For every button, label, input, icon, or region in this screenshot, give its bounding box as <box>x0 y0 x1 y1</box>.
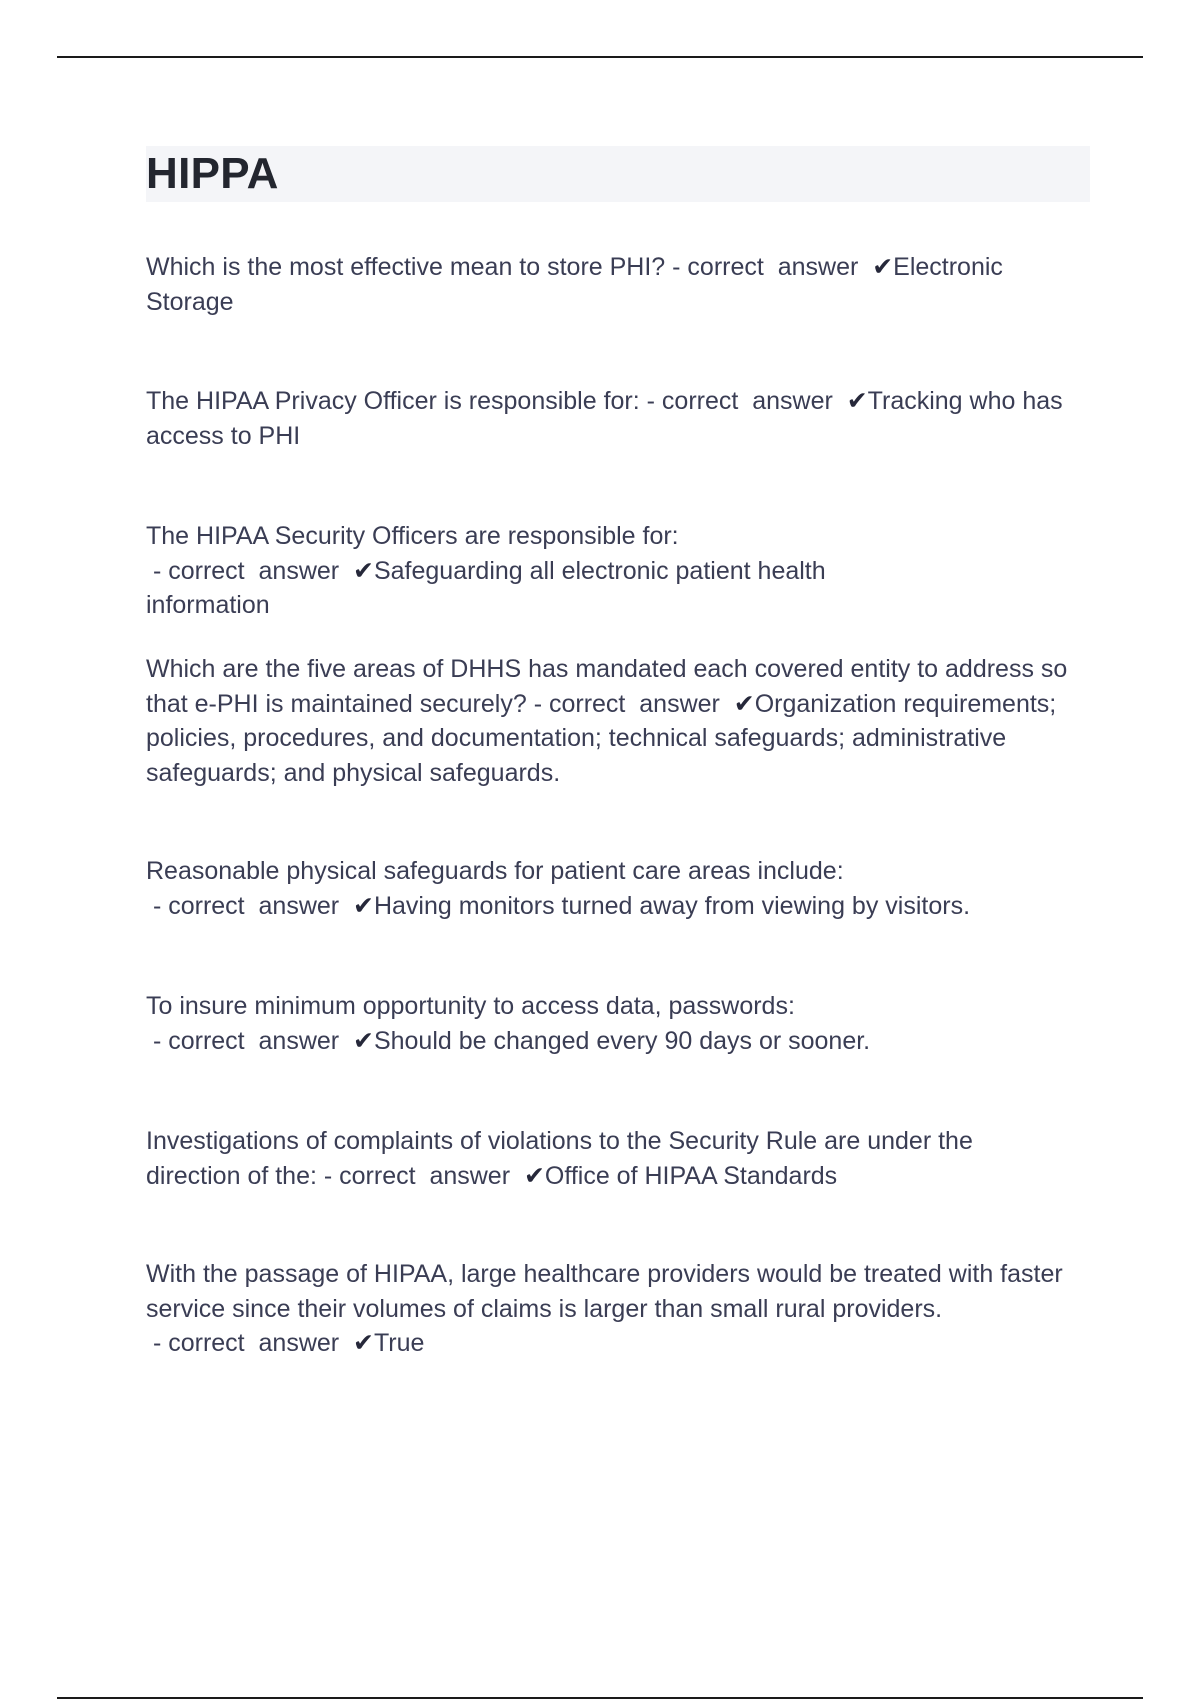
check-icon: ✔ <box>353 1329 374 1357</box>
answer-separator: - correct answer <box>146 891 353 920</box>
qa-item-7 <box>146 1124 1066 1193</box>
title-band <box>146 146 1090 202</box>
qa-item-1 <box>146 250 1096 319</box>
check-icon: ✔ <box>733 689 755 718</box>
top-rule <box>57 56 1143 58</box>
answer-separator: - correct answer <box>146 556 353 585</box>
answer-text: Office of HIPAA Standards <box>544 1161 838 1190</box>
answer-separator: - correct answer <box>639 387 847 415</box>
answer-text: True <box>373 1329 425 1357</box>
answer-separator: - correct answer <box>526 689 734 718</box>
answer-text: Safeguarding all electronic patient health information <box>146 556 826 619</box>
page-title: HIPPA <box>146 149 279 198</box>
qa-item-2 <box>146 384 1066 453</box>
check-icon: ✔ <box>353 1026 374 1055</box>
question-text: The HIPAA Privacy Officer is responsible for: <box>146 387 640 415</box>
question-text: Which is the most effective mean to store PHI? <box>146 253 666 281</box>
check-icon: ✔ <box>846 387 868 415</box>
qa-item-3 <box>146 519 956 623</box>
answer-text: Organization requirements; policies, procedures, and documentation; technical safeguards; administrative safeguards; and physical safeguards. <box>146 689 1057 787</box>
question-text: Investigations of complaints of violations to the Security Rule are under the direction of the: <box>146 1127 973 1190</box>
bottom-rule <box>57 1697 1143 1699</box>
answer-separator: - correct answer <box>146 1026 353 1055</box>
qa-item-4 <box>146 652 1076 790</box>
qa-item-6 <box>146 989 1086 1058</box>
answer-text: Tracking who has access to PHI <box>146 387 1063 450</box>
check-icon: ✔ <box>353 556 374 585</box>
qa-item-5 <box>146 854 1026 923</box>
answer-text: Having monitors turned away from viewing by visitors. <box>373 891 971 920</box>
check-icon: ✔ <box>872 253 894 281</box>
check-icon: ✔ <box>523 1161 545 1190</box>
qa-item-8 <box>146 1257 1106 1361</box>
question-text: To insure minimum opportunity to access data, passwords: <box>146 992 795 1020</box>
question-text: Reasonable physical safeguards for patient care areas include: <box>146 857 844 885</box>
check-icon: ✔ <box>353 891 374 920</box>
answer-separator: - correct answer <box>316 1161 524 1190</box>
question-text: Which are the five areas of DHHS has mandated each covered entity to address so that e-PHI is maintained securely? <box>146 655 1068 718</box>
question-text: With the passage of HIPAA, large healthcare providers would be treated with faster service since their volumes of claims is larger than small rural providers. <box>146 1260 1063 1323</box>
answer-text: Should be changed every 90 days or sooner. <box>373 1026 871 1055</box>
answer-separator: - correct answer <box>146 1329 353 1357</box>
answer-separator: - correct answer <box>665 253 873 281</box>
answer-text: Electronic Storage <box>146 253 1003 316</box>
question-text: The HIPAA Security Officers are responsible for: <box>146 522 679 550</box>
